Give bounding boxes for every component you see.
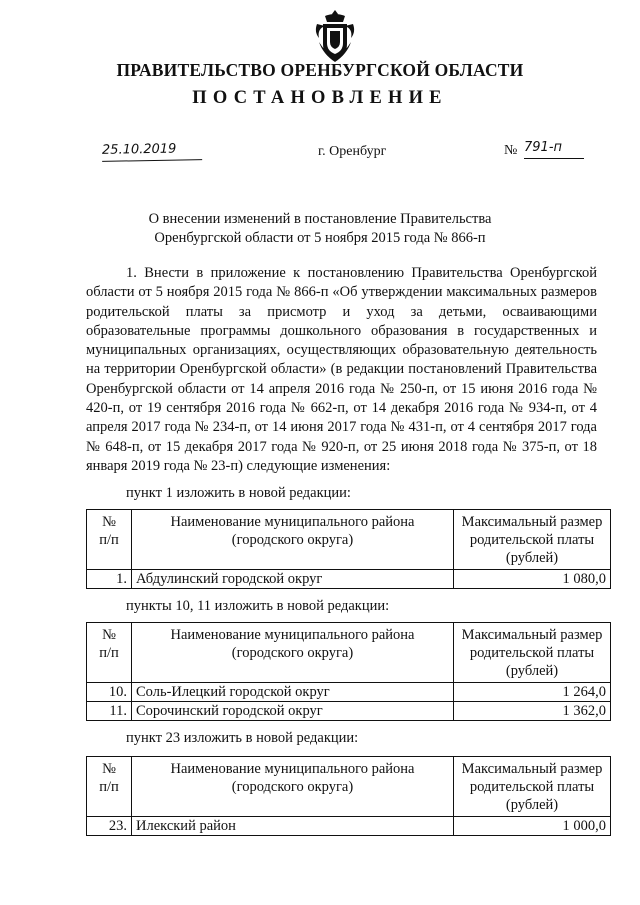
- section-label-1: пункт 1 изложить в новой редакции:: [126, 485, 351, 501]
- header-max-fee: Максимальный размер родительской платы (рублей): [454, 757, 611, 817]
- row-district: Илекский район: [132, 817, 454, 836]
- table-section-2: [86, 622, 611, 721]
- document-city: г. Оренбург: [318, 144, 387, 159]
- row-number: 11.: [87, 702, 132, 721]
- header-max-fee: Максимальный размер родительской платы (рублей): [454, 623, 611, 683]
- body-text: [86, 264, 597, 476]
- document-type-title: ПОСТАНОВЛЕНИЕ: [192, 88, 448, 108]
- row-district: Сорочинский городской округ: [132, 702, 454, 721]
- header-number: № п/п: [87, 757, 132, 817]
- oblast-coat-of-arms-icon: [313, 8, 357, 64]
- row-district: Абдулинский городской округ: [132, 570, 454, 589]
- document-subject: [0, 210, 640, 248]
- row-fee: 1 362,0: [454, 702, 611, 721]
- document-date: 25.10.2019: [102, 141, 202, 162]
- row-fee: 1 000,0: [454, 817, 611, 836]
- table-header-row: [87, 757, 611, 817]
- document-number: 791-п: [524, 140, 584, 159]
- table-header-row: [87, 623, 611, 683]
- subject-line-2: Оренбургской области от 5 ноября 2015 года № 866-п: [154, 230, 486, 246]
- number-sign: №: [504, 143, 518, 158]
- header-district-name: Наименование муниципального района (городского округа): [132, 623, 454, 683]
- row-number: 1.: [87, 570, 132, 589]
- table-row: [87, 702, 611, 721]
- table-header-row: [87, 510, 611, 570]
- subject-line-1: О внесении изменений в постановление Правительства: [148, 211, 492, 227]
- section-label-3: пункт 23 изложить в новой редакции:: [126, 730, 359, 746]
- row-district: Соль-Илецкий городской округ: [132, 683, 454, 702]
- table-row: [87, 817, 611, 836]
- paragraph-1: 1. Внести в приложение к постановлению Правительства Оренбургской области от 5 ноября 2015 года № 866-п «Об утверждении максимальных размеров родительской платы за присмотр и уход за детьми, осваивающими образовательные программы дошкольного образования в государственных и муниципальных организациях, осуществляющих образовательную деятельность на территории Оренбургской области» (в редакции постановлений Правительства Оренбургской области от 14 апреля 2016 года № 250-п, от 15 июня 2016 года № 420-п, от 19 сентября 2016 года № 662-п, от 14 декабря 2016 года № 934-п, от 4 апреля 2017 года № 234-п, от 14 июня 2017 года № 431-п, от 4 сентября 2017 года № 648-п, от 15 декабря 2017 года № 920-п, от 25 июня 2018 года № 375-п, от 18 января 2019 года № 23-п) следующие изменения:: [86, 265, 597, 474]
- row-fee: 1 264,0: [454, 683, 611, 702]
- header-district-name: Наименование муниципального района (городского округа): [132, 757, 454, 817]
- header-district-name: Наименование муниципального района (городского округа): [132, 510, 454, 570]
- row-number: 23.: [87, 817, 132, 836]
- section-label-2: пункты 10, 11 изложить в новой редакции:: [126, 598, 390, 614]
- header-number: № п/п: [87, 623, 132, 683]
- header-number: № п/п: [87, 510, 132, 570]
- header-max-fee: Максимальный размер родительской платы (рублей): [454, 510, 611, 570]
- table-section-3: [86, 756, 611, 836]
- row-fee: 1 080,0: [454, 570, 611, 589]
- government-title: ПРАВИТЕЛЬСТВО ОРЕНБУРГСКОЙ ОБЛАСТИ: [116, 60, 524, 80]
- row-number: 10.: [87, 683, 132, 702]
- table-row: [87, 570, 611, 589]
- table-row: [87, 683, 611, 702]
- table-section-1: [86, 509, 611, 589]
